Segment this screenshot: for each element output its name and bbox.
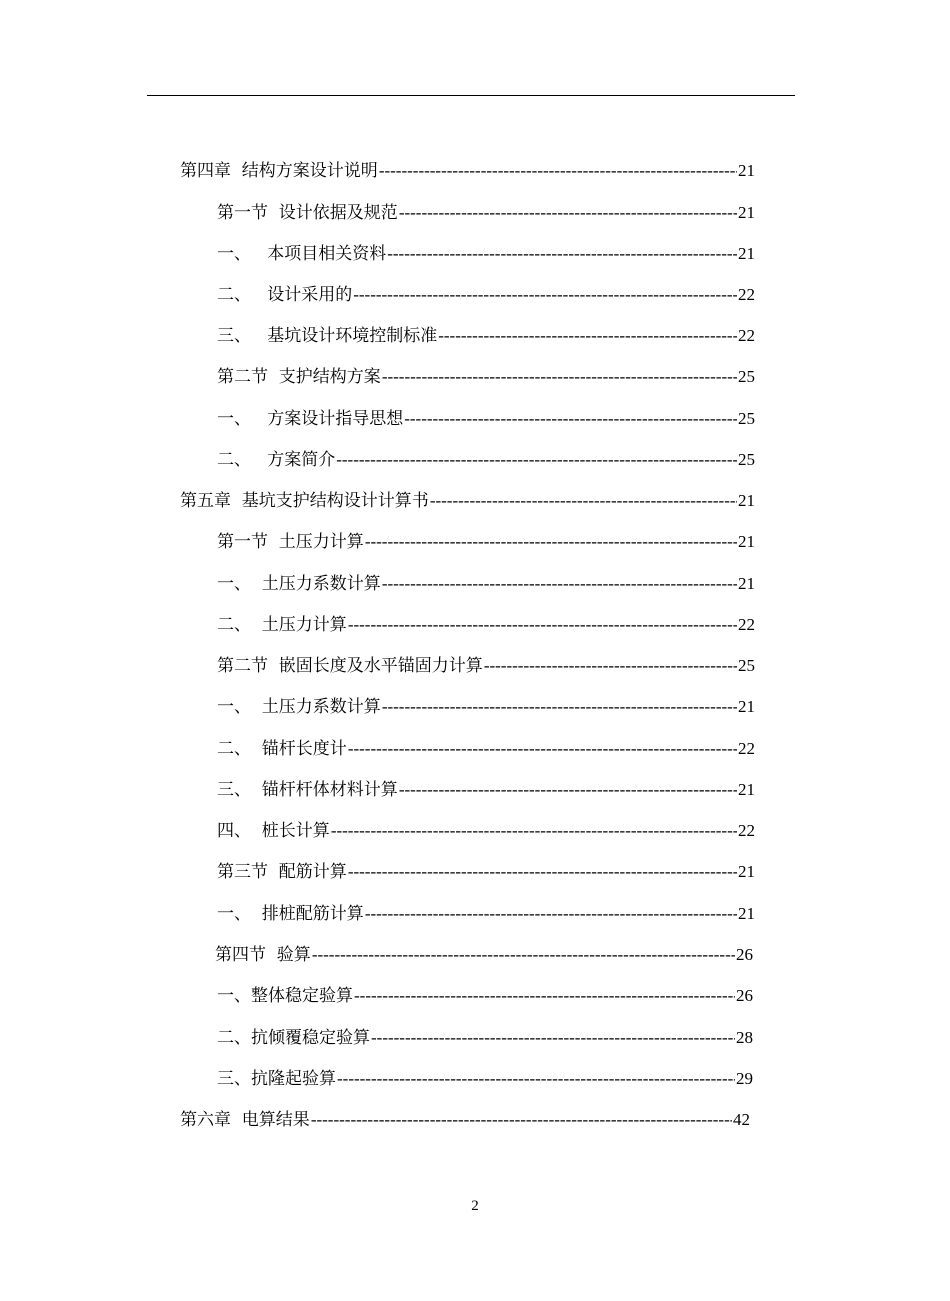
toc-entry[interactable] [217, 614, 755, 636]
toc-entry[interactable] [217, 573, 755, 595]
toc-entry[interactable] [217, 861, 755, 883]
toc-leader-dots [438, 325, 737, 347]
toc-entry-page: 21 [738, 780, 755, 799]
toc-entry-page: 21 [738, 904, 755, 923]
toc-entry[interactable] [217, 449, 755, 471]
toc-entry-label: 第五章 基坑支护结构设计计算书 [180, 491, 429, 511]
toc-entry-page: 22 [738, 739, 755, 758]
toc-entry-page: 22 [738, 326, 755, 345]
toc-entry-page: 21 [738, 161, 755, 180]
toc-entry-label: 一、 本项目相关资料 [217, 244, 387, 264]
toc-entry-page: 21 [738, 532, 755, 551]
toc-entry-page: 26 [736, 945, 753, 964]
toc-entry-label: 二、 设计采用的 [217, 285, 353, 305]
toc-leader-dots [348, 738, 737, 760]
toc-leader-dots [399, 202, 737, 224]
toc-leader-dots [404, 408, 737, 430]
toc-entry[interactable] [180, 1109, 750, 1131]
toc-leader-dots [382, 366, 737, 388]
toc-entry-page: 22 [738, 821, 755, 840]
toc-entry-label: 二、 土压力计算 [217, 615, 347, 635]
toc-entry-label: 二、抗倾覆稳定验算 [217, 1028, 370, 1048]
toc-entry-label: 第二节 支护结构方案 [217, 367, 381, 387]
toc-leader-dots [312, 944, 735, 966]
toc-entry-label: 二、 方案简介 [217, 450, 336, 470]
toc-leader-dots [430, 490, 737, 512]
toc-entry-label: 三、 锚杆杆体材料计算 [217, 780, 398, 800]
toc-entry-label: 第四节 验算 [215, 945, 311, 965]
toc-entry[interactable] [217, 903, 755, 925]
toc-leader-dots [348, 614, 737, 636]
toc-entry-label: 第四章 结构方案设计说明 [180, 161, 378, 181]
toc-entry-label: 一、 土压力系数计算 [217, 697, 381, 717]
toc-leader-dots [337, 1068, 735, 1090]
toc-leader-dots [354, 985, 735, 1007]
toc-leader-dots [353, 284, 737, 306]
toc-entry[interactable] [217, 655, 755, 677]
toc-leader-dots [331, 820, 737, 842]
toc-entry-page: 21 [738, 491, 755, 510]
toc-entry-page: 25 [738, 409, 755, 428]
toc-leader-dots [311, 1109, 732, 1131]
toc-entry-label: 第三节 配筋计算 [217, 862, 347, 882]
toc-entry-page: 28 [736, 1028, 753, 1047]
toc-entry[interactable] [217, 1027, 753, 1049]
toc-entry-label: 第一节 设计依据及规范 [217, 203, 398, 223]
toc-leader-dots [371, 1027, 735, 1049]
toc-entry[interactable] [217, 325, 755, 347]
toc-leader-dots [399, 779, 737, 801]
toc-entry-label: 一、 排桩配筋计算 [217, 904, 364, 924]
toc-entry[interactable] [217, 284, 755, 306]
toc-entry-page: 22 [738, 615, 755, 634]
toc-entry-label: 三、抗隆起验算 [217, 1069, 336, 1089]
toc-entry[interactable] [217, 408, 755, 430]
toc-entry-page: 22 [738, 285, 755, 304]
toc-leader-dots [379, 160, 737, 182]
toc-entry[interactable] [180, 160, 755, 182]
toc-entry[interactable] [217, 779, 755, 801]
page-number: 2 [471, 1198, 479, 1214]
toc-entry[interactable] [217, 366, 755, 388]
toc-leader-dots [484, 655, 737, 677]
toc-entry[interactable] [180, 490, 755, 512]
toc-entry-label: 第六章 电算结果 [180, 1110, 310, 1130]
toc-entry-page: 26 [736, 986, 753, 1005]
toc-entry[interactable] [215, 944, 753, 966]
toc-entry-label: 一、 土压力系数计算 [217, 574, 381, 594]
toc-entry-page: 21 [738, 574, 755, 593]
toc-leader-dots [387, 243, 737, 265]
toc-entry[interactable] [217, 202, 755, 224]
toc-entry-page: 21 [738, 244, 755, 263]
toc-entry-page: 21 [738, 862, 755, 881]
toc-entry-page: 42 [733, 1110, 750, 1129]
toc-entry-page: 25 [738, 367, 755, 386]
toc-leader-dots [382, 573, 737, 595]
toc-entry-label: 一、整体稳定验算 [217, 986, 353, 1006]
toc-leader-dots [365, 903, 737, 925]
toc-entry[interactable] [217, 243, 755, 265]
toc-entry-page: 29 [736, 1069, 753, 1088]
toc-entry[interactable] [217, 738, 755, 760]
toc-entry-page: 21 [738, 697, 755, 716]
toc-entry[interactable] [217, 1068, 753, 1090]
toc-entry[interactable] [217, 985, 753, 1007]
toc-entry-label: 三、 基坑设计环境控制标准 [217, 326, 438, 346]
toc-entry-page: 21 [738, 203, 755, 222]
toc-entry-label: 第一节 土压力计算 [217, 532, 364, 552]
toc-leader-dots [348, 861, 737, 883]
toc-leader-dots [365, 531, 737, 553]
toc-entry[interactable] [217, 531, 755, 553]
toc-leader-dots [336, 449, 737, 471]
toc-entry-page: 25 [738, 450, 755, 469]
toc-entry[interactable] [217, 820, 755, 842]
toc-entry[interactable] [217, 696, 755, 718]
toc-entry-page: 25 [738, 656, 755, 675]
toc-entry-label: 第二节 嵌固长度及水平锚固力计算 [217, 656, 483, 676]
toc-entry-label: 四、 桩长计算 [217, 821, 330, 841]
toc-leader-dots [382, 696, 737, 718]
toc-entry-label: 一、 方案设计指导思想 [217, 409, 404, 429]
toc-entry-label: 二、 锚杆长度计 [217, 739, 347, 759]
